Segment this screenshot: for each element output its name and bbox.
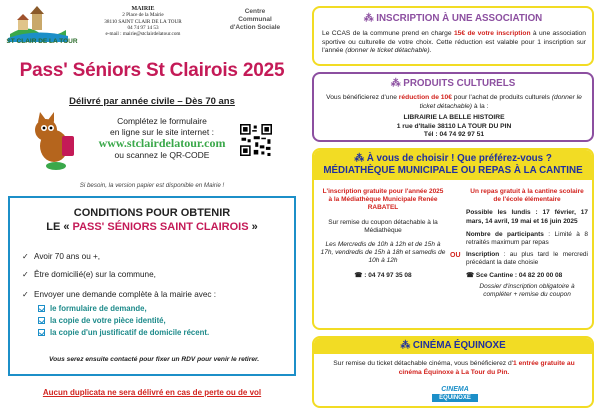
cantine-heading: Un repas gratuit à la cantine scolaire de l'école élémentaire: [470, 188, 584, 204]
sparkle-icon: ⁂: [363, 13, 377, 24]
mediatheque-column: [320, 188, 446, 280]
cinema-logo-top: CINEMA: [441, 386, 469, 393]
checkbox-icon: [38, 317, 45, 324]
pass-name: PASS' SÉNIORS SAINT CLAIROIS: [72, 221, 249, 233]
shop-address: 1 rue d'Italie 38110 LA TOUR DU PIN: [396, 122, 512, 130]
checkbox-icon: [38, 305, 45, 312]
website-link[interactable]: www.stclairdelatour.com: [98, 136, 226, 150]
checkmark-icon: ✓: [22, 252, 29, 261]
condition-item: ✓ Envoyer une demande complète à la mairie avec :: [22, 290, 217, 299]
cantine-note: Dossier d'inscription obligatoire à compléter + remise du coupon: [479, 282, 575, 299]
document-item: le formulaire de demande,: [38, 304, 147, 314]
checkbox-icon: [38, 329, 45, 336]
shop-phone: Tél : 04 74 92 97 51: [423, 131, 485, 138]
mairie-email[interactable]: e-mail : mairie@stclairdelatour.com: [105, 31, 181, 38]
shop-name: LIBRAIRIE LA BELLE HISTOIRE: [403, 114, 505, 121]
ccas-line-2: Communal: [238, 16, 272, 23]
mascot-fox-icon: [24, 110, 90, 174]
shop-info: [322, 114, 586, 140]
cinema-title: ⁂ CINÉMA ÉQUINOXE: [314, 338, 592, 354]
condition-item: ✓ Être domicilié(e) sur la commune,: [22, 270, 156, 279]
duplicate-warning: Aucun duplicata ne sera délivré en cas de perte ou de vol: [42, 388, 262, 397]
qr-code-icon[interactable]: [240, 124, 272, 156]
cinema-card: [312, 336, 594, 408]
sub-prefix: LE «: [46, 221, 73, 233]
sparkle-icon: ⁂: [354, 153, 367, 164]
mediatheque-phone: ☎ : 04 74 97 35 08: [354, 271, 412, 279]
mairie-title: MAIRIE: [131, 6, 155, 12]
or-separator: OU: [450, 252, 461, 259]
mairie-address-1: 2 Place de la Mairie: [122, 12, 164, 19]
association-card: [312, 6, 594, 66]
rdv-note: Vous serez ensuite contacté pour fixer un RDV pour venir le retirer.: [48, 356, 260, 363]
cinema-logo: [432, 386, 478, 404]
cantine-inscription: Inscription : au plus tard le mercredi précédant la date choisie: [466, 251, 588, 267]
cultural-title: ⁂ PRODUITS CULTURELS: [390, 78, 516, 89]
form-line-3: ou scannez le QR-CODE: [114, 150, 210, 160]
document-item: la copie de votre pièce identité,: [38, 316, 166, 326]
sparkle-icon: ⁂: [400, 340, 413, 351]
sub-suffix: »: [248, 221, 258, 233]
mediatheque-condition: Sur remise du coupon détachable à la Médiathèque: [328, 218, 438, 234]
choice-card: [312, 148, 594, 330]
conditions-subtitle: [10, 220, 294, 234]
mairie-contact: [88, 6, 198, 37]
choice-subtitle: MÉDIATHÈQUE MUNICIPALE OU REPAS À LA CANTINE: [314, 165, 592, 180]
cultural-products-card: [312, 72, 594, 142]
phone-icon: ☎: [466, 271, 476, 279]
ccas-line-3: d'Action Sociale: [229, 24, 281, 31]
paper-version-note: Si besoin, la version papier est disponible en Mairie !: [79, 182, 225, 189]
cantine-dates: Possible les lundis : 17 février, 17 mars, 14 avril, 19 mai et 16 juin 2025: [466, 209, 588, 225]
conditions-box: [8, 196, 296, 376]
cinema-logo-bottom: ÉQUINOXE: [432, 394, 478, 402]
checkmark-icon: ✓: [22, 290, 29, 299]
conditions-title: CONDITIONS POUR OBTENIR: [73, 207, 231, 219]
document-item: la copie d'un justificatif de domicile récent.: [38, 328, 209, 338]
cinema-text: Sur remise du ticket détachable cinéma, vous bénéficierez d'1 entrée gratuite au cinéma Équinoxe à La Tour du Pin.: [333, 360, 575, 376]
logo-text: ST CLAIR DE LA TOUR: [6, 38, 78, 45]
mediatheque-hours: Les Mercredis de 10h à 12h et de 15h à 17h, vendredis de 15h à 18h et samedis de 10h à 12h: [320, 241, 446, 265]
cultural-text: Vous bénéficierez d'une réduction de 10€ pour l'achat de produits culturels (donner le ticket détachable) à la :: [326, 94, 582, 110]
mairie-address-2: 38110 SAINT CLAIR DE LA TOUR: [104, 18, 182, 25]
delivery-note: Délivré par année civile – Dès 70 ans: [69, 96, 235, 107]
cantine-column: [466, 188, 588, 299]
mediatheque-heading: L'inscription gratuite pour l'année 2025 à la Médiathèque Municipale Renée RABATEL: [322, 188, 444, 212]
ccas-label: [220, 8, 290, 32]
form-line-2: en ligne sur le site internet :: [110, 126, 214, 137]
condition-item: ✓ Avoir 70 ans ou +,: [22, 252, 101, 261]
page-title: Pass' Séniors St Clairois 2025: [19, 60, 285, 81]
choice-title: ⁂ À vous de choisir ! Que préférez-vous ?: [314, 150, 592, 165]
cantine-phone: ☎ Sce Cantine : 04 82 20 00 08: [466, 271, 563, 279]
phone-icon: ☎: [354, 271, 365, 279]
checkmark-icon: ✓: [22, 270, 29, 279]
sparkle-icon: ⁂: [390, 78, 404, 89]
ccas-line-1: Centre: [244, 8, 266, 15]
cantine-participants: Nombre de participants : Limité à 8 retraités maximum par repas: [466, 230, 588, 247]
association-title: ⁂ INSCRIPTION À UNE ASSOCIATION: [363, 13, 543, 24]
form-line-1: Complétez le formulaire: [117, 116, 207, 126]
association-text: Le CCAS de la commune prend en charge 15€ de votre inscription à une association sportive ou culturelle de votre choix. Cette réduction est valable pour 1 inscription sur l'année (donner le ticket détachable).: [322, 30, 586, 54]
form-instructions: [88, 116, 236, 161]
mairie-phone: 04 74 97 14 53: [127, 24, 159, 31]
